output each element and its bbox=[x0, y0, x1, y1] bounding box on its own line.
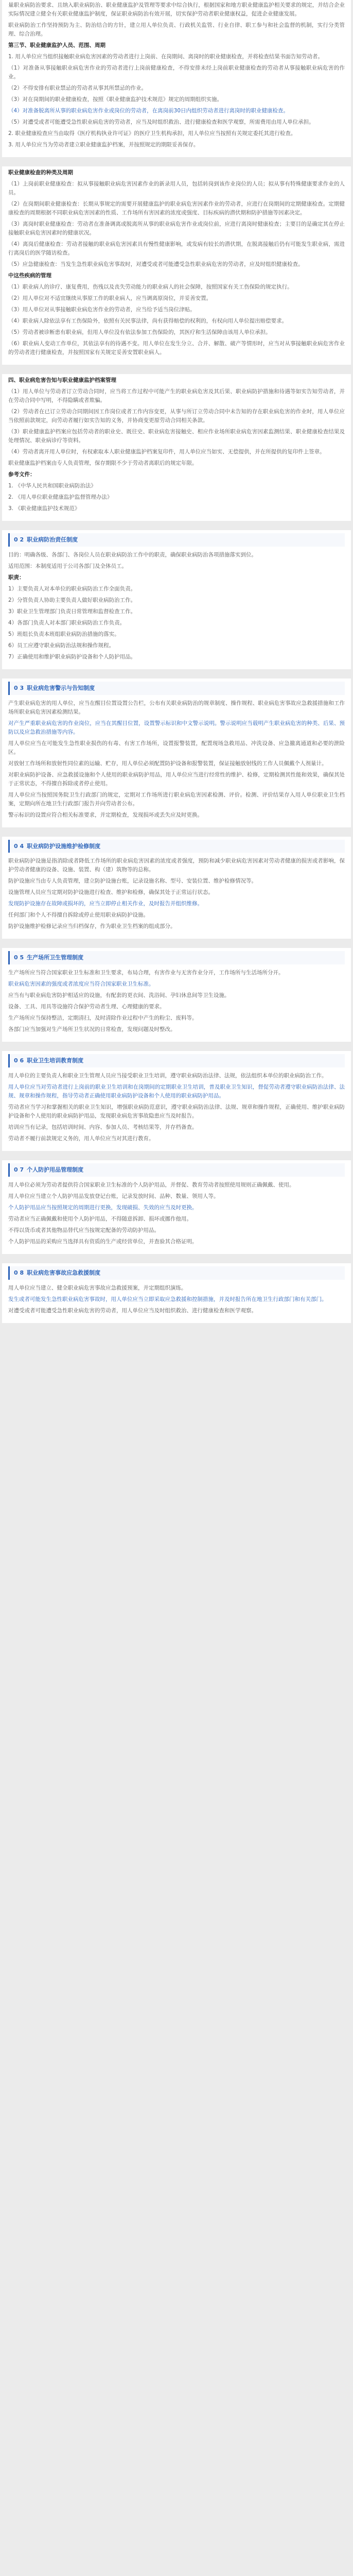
paragraph: 用人单位必须为劳动者提供符合国家职业卫生标准的个人防护用品，并督促、教育劳动者按照使用规则正确佩戴、使用。 bbox=[8, 1181, 295, 1188]
paragraph: 3. 《职业健康监护技术规范》 bbox=[8, 505, 80, 512]
paragraph: 防护设施维护检修记录应当归档保存，作为职业卫生档案的组成部分。 bbox=[8, 923, 176, 930]
paragraph: 生产场所应当符合国家职业卫生标准和卫生要求，布局合理，有害作业与无害作业分开，工作场所与生活场所分开。 bbox=[8, 970, 284, 976]
paragraph: 职业健康监护档案由专人负责管理，保存期限不少于劳动者离职后的规定年限。 bbox=[8, 460, 198, 466]
paragraph: 对职业病防护设备、应急救援设施和个人使用的职业病防护用品，用人单位应当进行经常性的维护、检修，定期检测其性能和效果，确保其处于正常状态，不得擅自拆除或者停止使用。 bbox=[8, 771, 345, 787]
paragraph: 适用范围：本制度适用于公司各部门及全体员工。 bbox=[8, 563, 127, 569]
article-card-card7 bbox=[2, 948, 351, 1042]
section-header bbox=[8, 1266, 345, 1280]
paragraph: 产生职业病危害的用人单位，应当在醒目位置设置公告栏，公布有关职业病防治的规章制度、操作规程、职业病危害事故应急救援措施和工作场所职业病危害因素检测结果。 bbox=[8, 700, 345, 715]
section-title: 生产场所卫生管理制度 bbox=[27, 954, 84, 961]
section-number: 0 7 bbox=[14, 1166, 24, 1174]
paragraph: 个人防护用品应当按照规定的周期进行更换，发现破损、失效的应当及时更换。 bbox=[8, 1204, 198, 1211]
paragraph: 发生或者可能发生急性职业病危害事故时，用人单位应当立即采取应急救援和控制措施，并及时报告所在地卫生行政部门和有关部门。 bbox=[8, 1296, 327, 1302]
paragraph: （2）劳动者在已订立劳动合同期间因工作岗位或者工作内容变更，从事与所订立劳动合同中未告知的存在职业病危害的作业时，用人单位应当依照前款规定，向劳动者履行如实告知的义务，并协商变更原劳动合同相关条款。 bbox=[8, 409, 345, 423]
paragraph: （2）不得安排有职业禁忌的劳动者从事其所禁忌的作业。 bbox=[8, 85, 147, 91]
paragraph-heading: 职业健康检查的种类及周期 bbox=[8, 170, 73, 176]
paragraph: 量职业病防治要求、且纳入职业病防治、职业健康监护及管理等要求中综合执行，根据国家和地方职业健康监护相关要求的规定，并结合企业实际情况建立健全有关职业健康监护制度，保证职业病防治有效开展，切实保护劳动者职业健康权益，促进企业健康发展。 bbox=[8, 2, 345, 17]
paragraph: 职业病危害因素的强度或者浓度应当符合国家职业卫生标准。 bbox=[8, 981, 154, 988]
paragraph: 劳动者应当学习和掌握相关的职业卫生知识，增强职业病防范意识，遵守职业病防治法律、法规、规章和操作规程，正确使用、维护职业病防护设备和个人使用的职业病防护用品，发现职业病危害事故隐患应当及时报告。 bbox=[8, 1104, 345, 1120]
paragraph: 2. 职业健康检查应当由取得《医疗机构执业许可证》的医疗卫生机构承担，用人单位应当按照有关规定委托其进行检查。 bbox=[8, 130, 296, 137]
paragraph: 不得以货币或者其他物品替代应当按规定配备的劳动防护用品。 bbox=[8, 1227, 160, 1233]
section-number: 0 6 bbox=[14, 1057, 24, 1064]
paragraph: （5）劳动者被诊断患有职业病，但用人单位没有依法参加工伤保险的，其医疗和生活保障由该用人单位承担。 bbox=[8, 329, 271, 335]
paragraph: （1）对准备从事接触职业病危害作业的劳动者进行上岗前健康检查，不得安排未经上岗前职业健康检查的劳动者从事接触职业病危害的作业。 bbox=[8, 65, 345, 80]
article-card-intro bbox=[2, 0, 351, 157]
paragraph-heading: 参考文件： bbox=[8, 471, 36, 478]
paragraph-heading: 中这些疾病的管理 bbox=[8, 273, 51, 279]
paragraph: （2）用人单位对不适宜继续从事原工作的职业病人，应当调离原岗位，并妥善安置。 bbox=[8, 295, 212, 301]
paragraph: （4）职业病人除依法享有工伤保险外，依照有关民事法律，尚有获得赔偿的权利的，有权向用人单位提出赔偿要求。 bbox=[8, 318, 288, 324]
paragraph: （4）离岗后健康检查：劳动者接触的职业病危害因素具有慢性健康影响，或发病有较长的潜伏期，在脱离接触后仍有可能发生职业病，需进行离岗后的医学随访检查。 bbox=[8, 241, 345, 256]
section-title: 职业卫生培训教育制度 bbox=[27, 1057, 84, 1064]
section-header bbox=[8, 682, 345, 695]
paragraph: 警示标识的设置应符合相关标准要求，并定期检查，发现损坏或丢失应及时更换。 bbox=[8, 811, 203, 818]
section-title: 职业病危害事故应急救援制度 bbox=[27, 1269, 101, 1276]
paragraph: 用人单位应当建立、健全职业病危害事故应急救援预案，并定期组织演练。 bbox=[8, 1284, 187, 1291]
section-number: 0 5 bbox=[14, 954, 24, 961]
article-card-card9 bbox=[2, 1160, 351, 1254]
paragraph: 用人单位应当建立个人防护用品发放登记台账，记录发放时间、品种、数量、领用人等。 bbox=[8, 1193, 219, 1199]
section-title: 个人防护用品管理制度 bbox=[27, 1166, 84, 1174]
paragraph: 对产生严重职业病危害的作业岗位，应当在其醒目位置，设置警示标识和中文警示说明。警示说明应当载明产生职业病危害的种类、后果、预防以及应急救治措施等内容。 bbox=[8, 720, 345, 735]
paragraph: 培训应当有记录，包括培训时间、内容、参加人员、考核结果等，并存档备查。 bbox=[8, 1124, 198, 1131]
paragraph: 对遭受或者可能遭受急性职业病危害的劳动者，用人单位应当及时组织救治、进行健康检查和医学观察。 bbox=[8, 1307, 257, 1314]
paragraph: 1. 用人单位应当组织接触职业病危害因素的劳动者进行上岗前、在岗期间、离岗时的职业健康检查，并将检查结果书面告知劳动者。 bbox=[8, 54, 323, 60]
paragraph: 劳动者不履行前款规定义务的，用人单位应当对其进行教育。 bbox=[8, 1136, 154, 1142]
section-title: 职业病危害警示与告知制度 bbox=[27, 684, 95, 691]
paragraph: （4）劳动者离开用人单位时，有权索取本人职业健康监护档案复印件，用人单位应当如实、无偿提供，并在所提供的复印件上签章。 bbox=[8, 449, 325, 455]
paragraph-heading: 职责： bbox=[8, 574, 25, 581]
paragraph: 劳动者应当正确佩戴和使用个人防护用品，不得随意拆卸、损坏或挪作他用。 bbox=[8, 1215, 192, 1222]
paragraph: 职业病防护设施是指消除或者降低工作场所的职业病危害因素的浓度或者强度，预防和减少职业病危害因素对劳动者健康的损害或者影响，保护劳动者健康的设备、设施、装置、构（建）筑物等的总称。 bbox=[8, 858, 345, 873]
paragraph: （1）职业病人的诊疗、康复费用，伤残以及丧失劳动能力的职业病人的社会保障，按照国家有关工伤保险的规定执行。 bbox=[8, 284, 293, 290]
paragraph: （3）离岗时职业健康检查：劳动者在准备调离或脱离所从事的职业病危害作业或岗位前，应进行离岗时健康检查；主要目的是确定其在停止接触职业病危害因素时的健康状况。 bbox=[8, 221, 345, 236]
paragraph: 发现防护设施存在故障或损坏的，应当立即停止相关作业，及时报告并组织维修。 bbox=[8, 901, 203, 907]
paragraph: 5）班组长负责本班组职业病防治措施的落实。 bbox=[8, 631, 120, 637]
paragraph: （5）应急健康检查：当发生急性职业病危害事故时，对遭受或者可能遭受急性职业病危害的劳动者，应及时组织健康检查。 bbox=[8, 261, 304, 267]
article-card-card6 bbox=[2, 837, 351, 939]
section-header bbox=[8, 951, 345, 964]
section-number: 0 2 bbox=[14, 536, 24, 543]
article-card-card2 bbox=[2, 166, 351, 365]
paragraph: 生产场所应当保持整洁，定期清扫，及时清除作业过程中产生的粉尘、废料等。 bbox=[8, 1015, 198, 1022]
paragraph-heading: 第三节、职业健康监护人员、范围、周期 bbox=[8, 42, 105, 48]
paragraph: （1）用人单位与劳动者订立劳动合同时，应当将工作过程中可能产生的职业病危害及其后果、职业病防护措施和待遇等如实告知劳动者，并在劳动合同中写明，不得隐瞒或者欺骗。 bbox=[8, 388, 345, 403]
section-title: 职业病防护设施维护检修制度 bbox=[27, 842, 101, 850]
section-header bbox=[8, 1163, 345, 1177]
paragraph: 4）各部门负责人对本部门职业病防治工作负责。 bbox=[8, 619, 126, 626]
paragraph: 1. 《中华人民共和国职业病防治法》 bbox=[8, 483, 96, 489]
paragraph: 用人单位的主要负责人和职业卫生管理人员应当接受职业卫生培训，遵守职业病防治法律、法规，依法组织本单位的职业病防治工作。 bbox=[8, 1073, 327, 1079]
section-header bbox=[8, 840, 345, 853]
paragraph: （4）对准备脱离所从事的职业病危害作业或岗位的劳动者，在离岗前30日内组织劳动者进行离岗时的职业健康检查。 bbox=[8, 108, 289, 114]
paragraph: 各部门应当加强对生产场所卫生状况的日常检查，发现问题及时整改。 bbox=[8, 1026, 176, 1033]
paragraph: 7）正确使用和维护职业病防护设备和个人防护用品。 bbox=[8, 653, 136, 660]
paragraph: （3）职业健康监护档案应包括劳动者的职业史、既往史、职业病危害接触史、相应作业场所职业病危害因素监测结果、职业健康检查结果及处理情况、职业病诊疗等资料。 bbox=[8, 429, 345, 444]
paragraph: 对放射工作场所和放射性同位素的运输、贮存，用人单位必须配置防护设备和报警装置，保证接触放射线的工作人员佩戴个人剂量计。 bbox=[8, 760, 327, 767]
paragraph: （5）对遭受或者可能遭受急性职业病危害的劳动者，应当及时组织救治、进行健康检查和医学观察，所需费用由用人单位承担。 bbox=[8, 119, 314, 125]
paragraph: （2）在岗期间职业健康检查：长期从事规定的需要开展健康监护的职业病危害因素作业的劳动者，应进行在岗期间的定期健康检查。定期健康检查的周期根据不同职业病危害因素的性质、工作场所有害因素的浓度或强度、目标疾病的潜伏期和防护措施等因素决定。 bbox=[8, 201, 345, 216]
paragraph: 用人单位应当对劳动者进行上岗前的职业卫生培训和在岗期间的定期职业卫生培训，普及职业卫生知识，督促劳动者遵守职业病防治法律、法规、规章和操作规程，指导劳动者正确使用职业病防护设备和个人使用的职业病防护用品。 bbox=[8, 1084, 345, 1099]
section-header bbox=[8, 533, 345, 547]
paragraph: 6）员工应遵守职业病防治法规和操作规程。 bbox=[8, 642, 115, 649]
paragraph: 2. 《用人单位职业健康监护监督管理办法》 bbox=[8, 494, 113, 500]
paragraph: 职业病防治工作坚持预防为主、防治结合的方针，建立用人单位负责、行政机关监管、行业自律、职工参与和社会监督的机制，实行分类管理、综合治理。 bbox=[8, 22, 345, 37]
paragraph: （1）上岗前职业健康检查：拟从事接触职业病危害因素作业的新录用人员，包括转岗到该作业岗位的人员；拟从事有特殊健康要求作业的人员。 bbox=[8, 181, 345, 196]
paragraph: 应当有与职业病危害防护相适应的设施，有配套的更衣间、洗浴间、孕妇休息间等卫生设施。 bbox=[8, 992, 230, 999]
paragraph: 用人单位应当按照国务院卫生行政部门的规定，定期对工作场所进行职业病危害因素检测、评价。检测、评价结果存入用人单位职业卫生档案，定期向所在地卫生行政部门报告并向劳动者公布。 bbox=[8, 791, 345, 807]
paragraph: 目的：明确各级、各部门、各岗位人员在职业病防治工作中的职责，确保职业病防治各项措施落实到位。 bbox=[8, 551, 257, 558]
section-number: 0 4 bbox=[14, 842, 24, 850]
article-card-card5 bbox=[2, 679, 351, 827]
paragraph: 3. 用人单位应当为劳动者建立职业健康监护档案，并按照规定的期限妥善保存。 bbox=[8, 142, 199, 148]
section-header bbox=[8, 1054, 345, 1067]
section-number: 0 3 bbox=[14, 684, 24, 691]
paragraph-heading: 四、职业病危害告知与职业健康监护档案管理 bbox=[8, 377, 116, 383]
article-card-card3 bbox=[2, 374, 351, 521]
section-number: 0 8 bbox=[14, 1269, 24, 1276]
article-card-card4 bbox=[2, 530, 351, 669]
paragraph: 个人防护用品的采购应当选择具有资质的生产或经营单位，并查验其合格证明。 bbox=[8, 1238, 198, 1245]
paragraph: 设备、工具、用具等设施符合保护劳动者生理、心理健康的要求。 bbox=[8, 1004, 165, 1010]
paragraph: （6）职业病人变动工作单位，其依法享有的待遇不变。用人单位在发生分立、合并、解散、破产等情形时，应当对从事接触职业病危害作业的劳动者进行健康检查，并按照国家有关规定妥善安置职业病人。 bbox=[8, 341, 345, 355]
article-card-card8 bbox=[2, 1051, 351, 1151]
paragraph: 3）职业卫生管理部门负责日常管理和监督检查工作。 bbox=[8, 608, 136, 615]
paragraph: 2）分管负责人协助主要负责人做好职业病防治工作。 bbox=[8, 597, 136, 603]
paragraph: 防护设施应当由专人负责管理，建立防护设施台账，记录设施名称、型号、安装位置、维护检修情况等。 bbox=[8, 878, 257, 885]
paragraph: 设施管理人员应当定期对防护设施进行检查、维护和检修，确保其处于正常运行状态。 bbox=[8, 889, 214, 896]
paragraph: 任何部门和个人不得擅自拆除或停止使用职业病防护设施。 bbox=[8, 912, 149, 919]
paragraph: （3）用人单位对从事接触职业病危害作业的劳动者，应当给予适当岗位津贴。 bbox=[8, 307, 196, 313]
section-title: 职业病防治责任制度 bbox=[27, 536, 78, 543]
paragraph: 用人单位应当在可能发生急性职业损伤的有毒、有害工作场所，设置报警装置，配置现场急救用品、冲洗设备、应急撤离通道和必要的泄险区。 bbox=[8, 740, 345, 755]
paragraph: （3）对在岗期间的职业健康检查，按照《职业健康监护技术规范》规定的周期组织实施。 bbox=[8, 96, 223, 103]
article-card-card10 bbox=[2, 1263, 351, 1323]
paragraph: 1）主要负责人对本单位的职业病防治工作全面负责。 bbox=[8, 585, 136, 592]
